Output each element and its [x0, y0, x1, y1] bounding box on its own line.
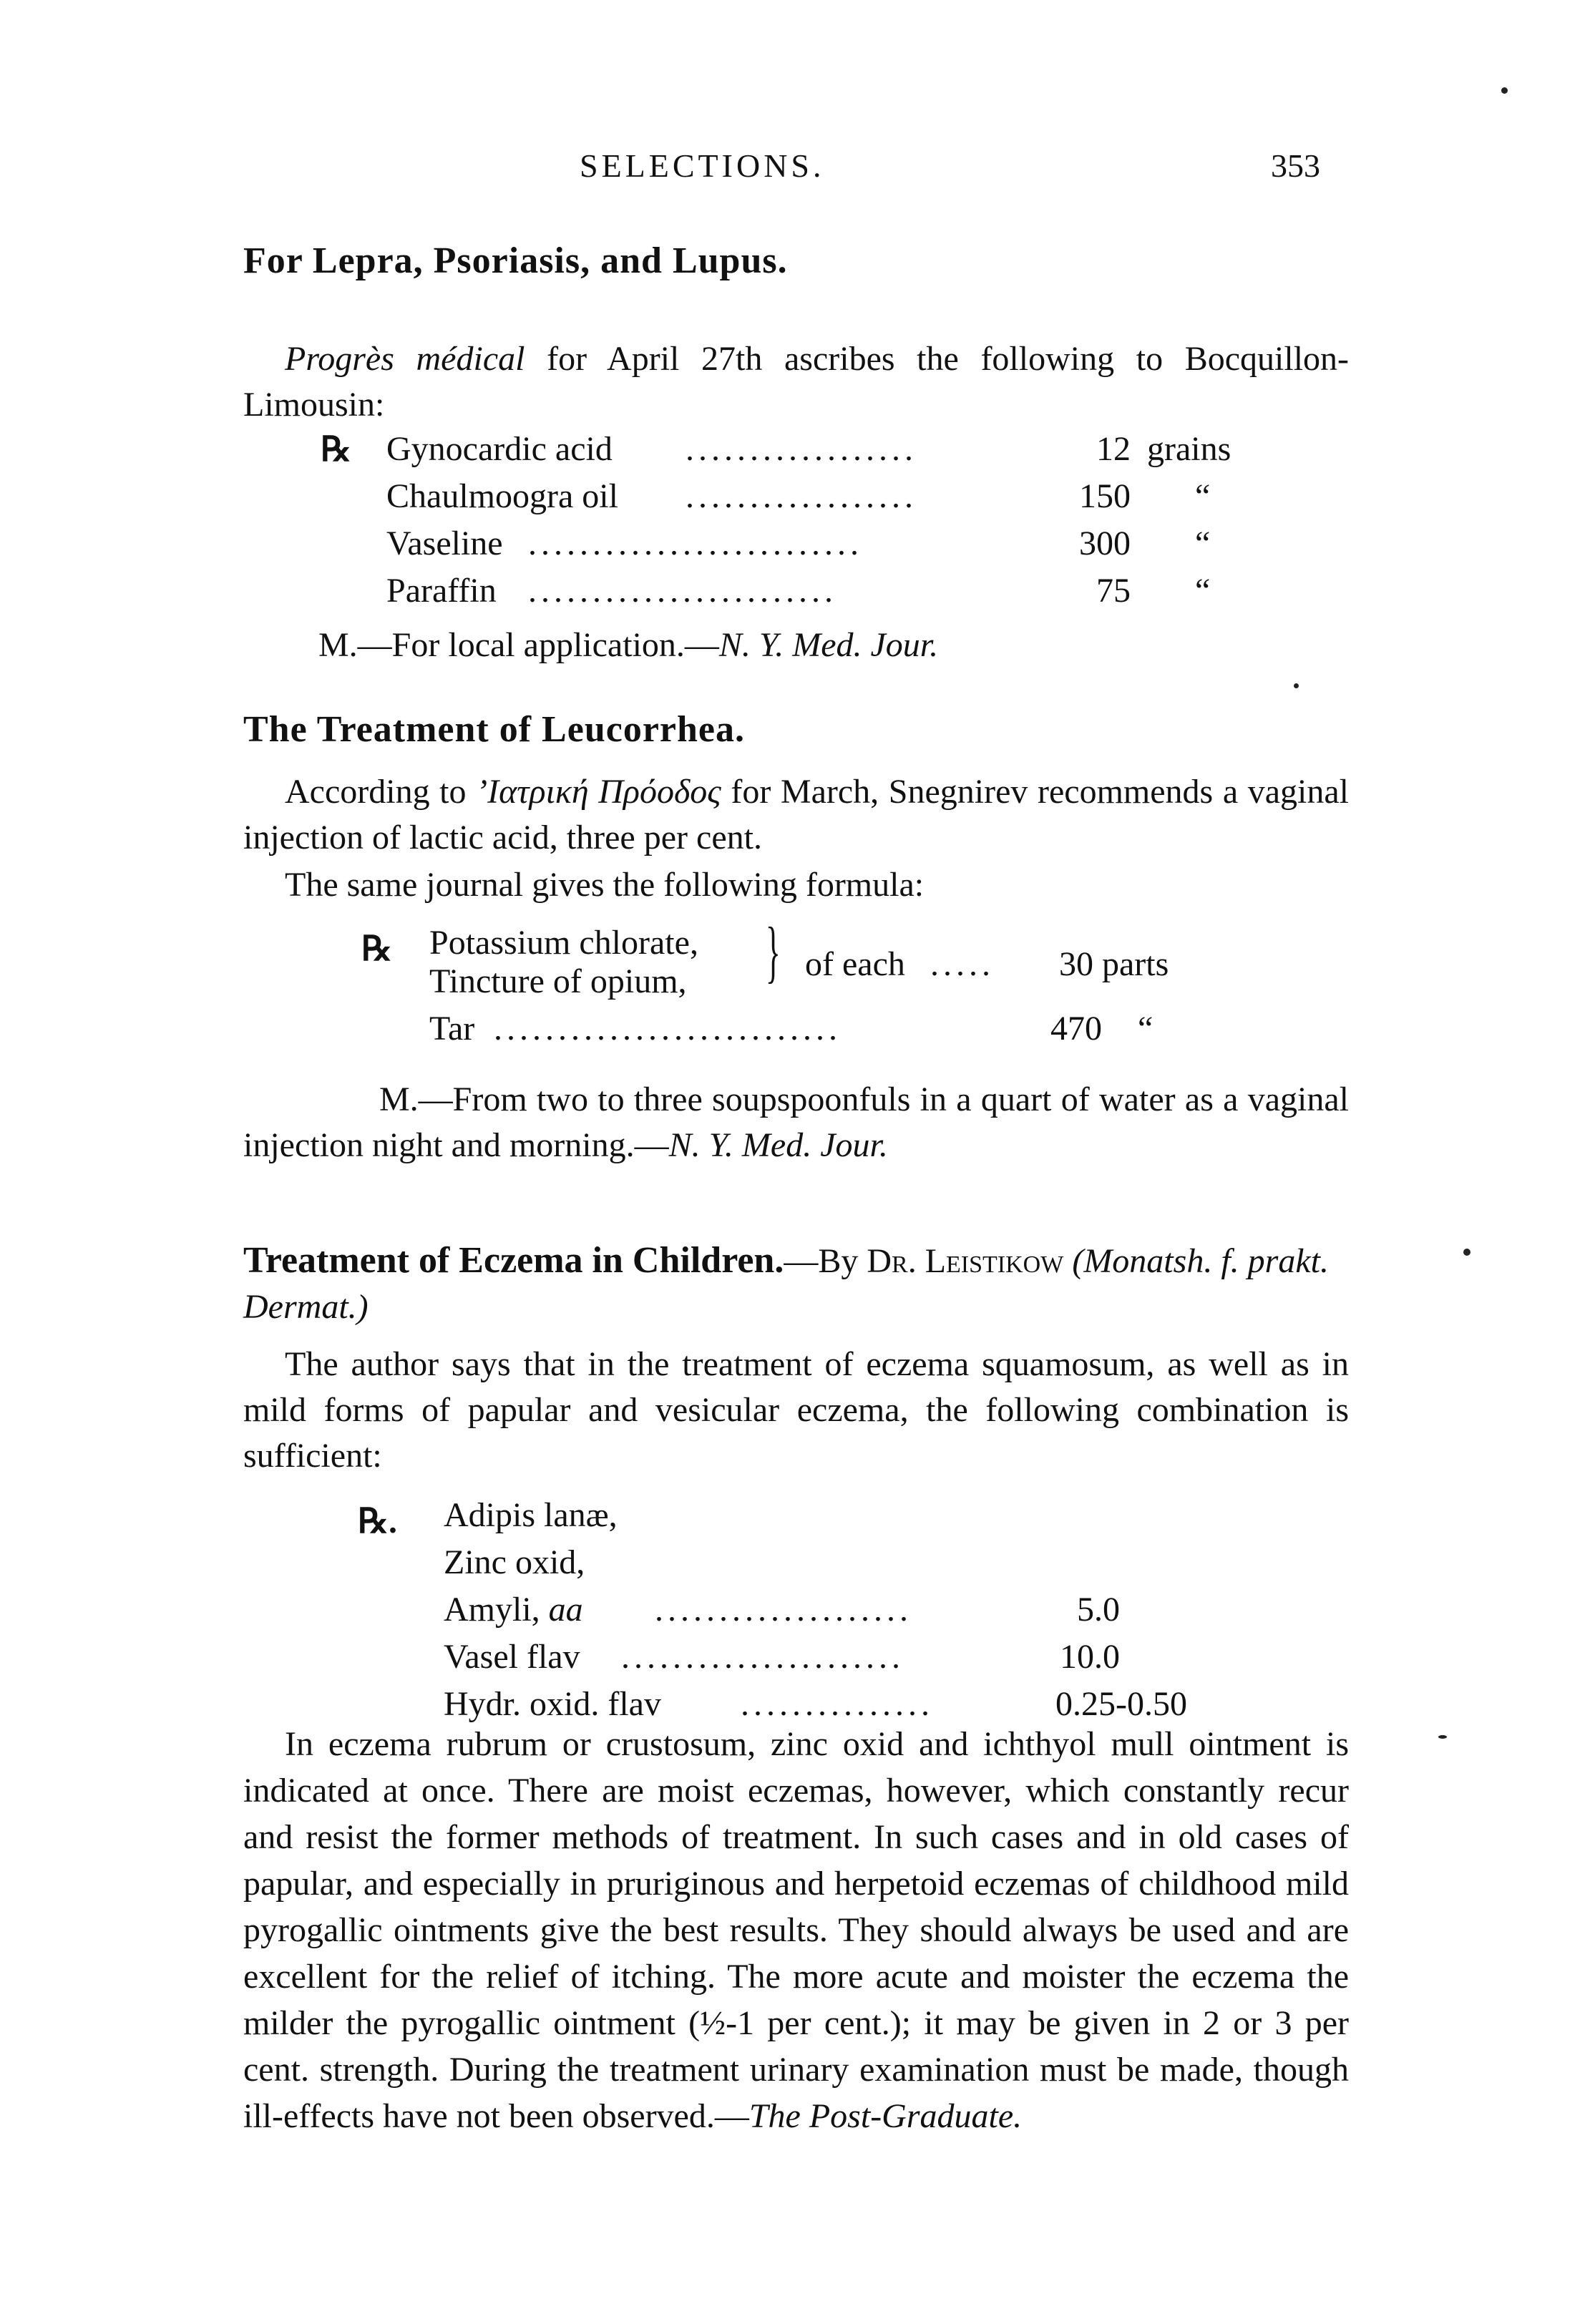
ingredient-text: Amyli,	[444, 1591, 549, 1629]
scan-speck	[1294, 683, 1299, 688]
leader-dots: .....	[930, 945, 995, 983]
leucorrhea-para1	[243, 769, 1349, 861]
leucorrhea-para2: The same journal gives the following formula:	[285, 866, 925, 904]
lepra-intro-text: for April 27th ascribes the following to Bocquillon-Limousin:	[243, 340, 1350, 424]
rx-symbol: ℞	[361, 930, 393, 968]
leader-dots: ..........................	[528, 524, 863, 562]
ingredient: Gynocardic acid	[386, 430, 613, 468]
para-text: for March, Snegnirev recommends a vaginal injection of lactic acid, three per cent.	[243, 773, 1349, 856]
scan-speck	[1463, 1249, 1470, 1256]
directions-source: N. Y. Med. Jour.	[668, 1126, 888, 1164]
byline-author: Dr. Leistikow	[867, 1242, 1064, 1280]
amount: 30 parts	[1059, 945, 1169, 983]
ingredient: Potassium chlorate,	[429, 924, 698, 962]
eczema-para2	[243, 1721, 1349, 2139]
amount: 470	[1050, 1010, 1102, 1048]
ingredient: Paraffin	[386, 572, 497, 610]
unit: grains	[1147, 430, 1231, 468]
unit: “	[1195, 572, 1211, 610]
para-source: The Post-Graduate.	[748, 2097, 1023, 2135]
leader-dots: ..................	[686, 430, 917, 468]
byline-source: (Monatsh. f. prakt. Dermat.)	[243, 1242, 1329, 1326]
lepra-directions	[318, 622, 1320, 668]
amount: 0.25-0.50	[1055, 1685, 1187, 1723]
ingredient-note: aa	[548, 1591, 583, 1629]
section-heading-lepra: For Lepra, Psoriasis, and Lupus.	[243, 240, 788, 281]
amount: 12	[1096, 430, 1131, 468]
eczema-para1: The author says that in the treatment of eczema squamosum, as well as in mild forms of papular and vesicular eczema, the following combination is sufficient:	[243, 1345, 1349, 1475]
leader-dots: ....................	[655, 1591, 912, 1629]
ingredient: Hydr. oxid. flav	[444, 1685, 661, 1723]
leader-dots: ..................	[686, 477, 917, 515]
ingredient: Tar	[429, 1010, 475, 1048]
leader-dots: ...............	[741, 1685, 934, 1723]
lepra-intro	[243, 336, 1349, 428]
amount: 10.0	[1060, 1638, 1120, 1676]
directions-source: N. Y. Med. Jour.	[718, 626, 939, 664]
amount: 300	[1079, 524, 1131, 562]
lepra-intro-source: Progrès médical	[285, 340, 525, 378]
ingredient: Vaseline	[386, 524, 503, 562]
directions-text: M.—From two to three soupspoonfuls in a quart of water as a vaginal injection night and morning.—	[243, 1080, 1349, 1164]
greek-source: ’Ιατρική Πρόοδος	[476, 773, 721, 811]
para-text: According to	[285, 773, 477, 811]
ingredient: Tincture of opium,	[429, 962, 687, 1000]
amount: 150	[1079, 477, 1131, 515]
leader-dots: ......................	[621, 1638, 904, 1676]
leader-dots: ........................	[528, 572, 837, 610]
ingredient: Adipis lanæ,	[444, 1496, 618, 1534]
leader-dots: ...........................	[494, 1010, 842, 1048]
rx-symbol: ℞.	[358, 1503, 398, 1541]
ingredient: Chaulmoogra oil	[386, 477, 618, 515]
scan-speck	[1501, 87, 1508, 94]
running-head	[0, 147, 1595, 204]
ingredient: Zinc oxid,	[444, 1543, 585, 1581]
amount: 5.0	[1077, 1591, 1120, 1629]
leucorrhea-directions	[243, 1077, 1349, 1168]
ingredient: Vasel flav	[444, 1638, 580, 1676]
byline-pre: —By	[784, 1242, 867, 1280]
right-brace: }	[766, 913, 781, 990]
ingredient	[444, 1590, 583, 1629]
eczema-heading-block	[243, 1238, 1349, 1330]
page-number: 353	[1271, 147, 1320, 184]
unit: “	[1195, 477, 1211, 515]
section-heading-leucorrhea: The Treatment of Leucorrhea.	[243, 709, 745, 750]
directions-text: M.—For local application.—	[318, 626, 719, 664]
running-title: SELECTIONS.	[580, 147, 825, 184]
each-text: of each	[805, 945, 905, 983]
para-text: In eczema rubrum or crustosum, zinc oxid and ichthyol mull ointment is indicated at once. There are moist eczemas, however, which constantly recur and resist the former methods of treatment. In such cases and in old cases of papular, and especially in pruriginous and herpetoid eczemas of childhood mild pyrogallic ointments give the best results. They should always be used and are excellent for the relief of itching. The more acute and moister the eczema the milder the pyrogallic ointment (½-1 per cent.); it may be given in 2 or 3 per cent. strength. During the treatment urinary examination must be made, though ill-effects have not been observed.—	[243, 1725, 1349, 2135]
section-heading-eczema: Treatment of Eczema in Children.	[243, 1240, 784, 1281]
amount: 75	[1096, 572, 1131, 610]
unit: “	[1195, 524, 1211, 562]
scan-speck	[1438, 1735, 1447, 1739]
rx-symbol: ℞	[321, 431, 352, 469]
unit: “	[1138, 1010, 1153, 1048]
